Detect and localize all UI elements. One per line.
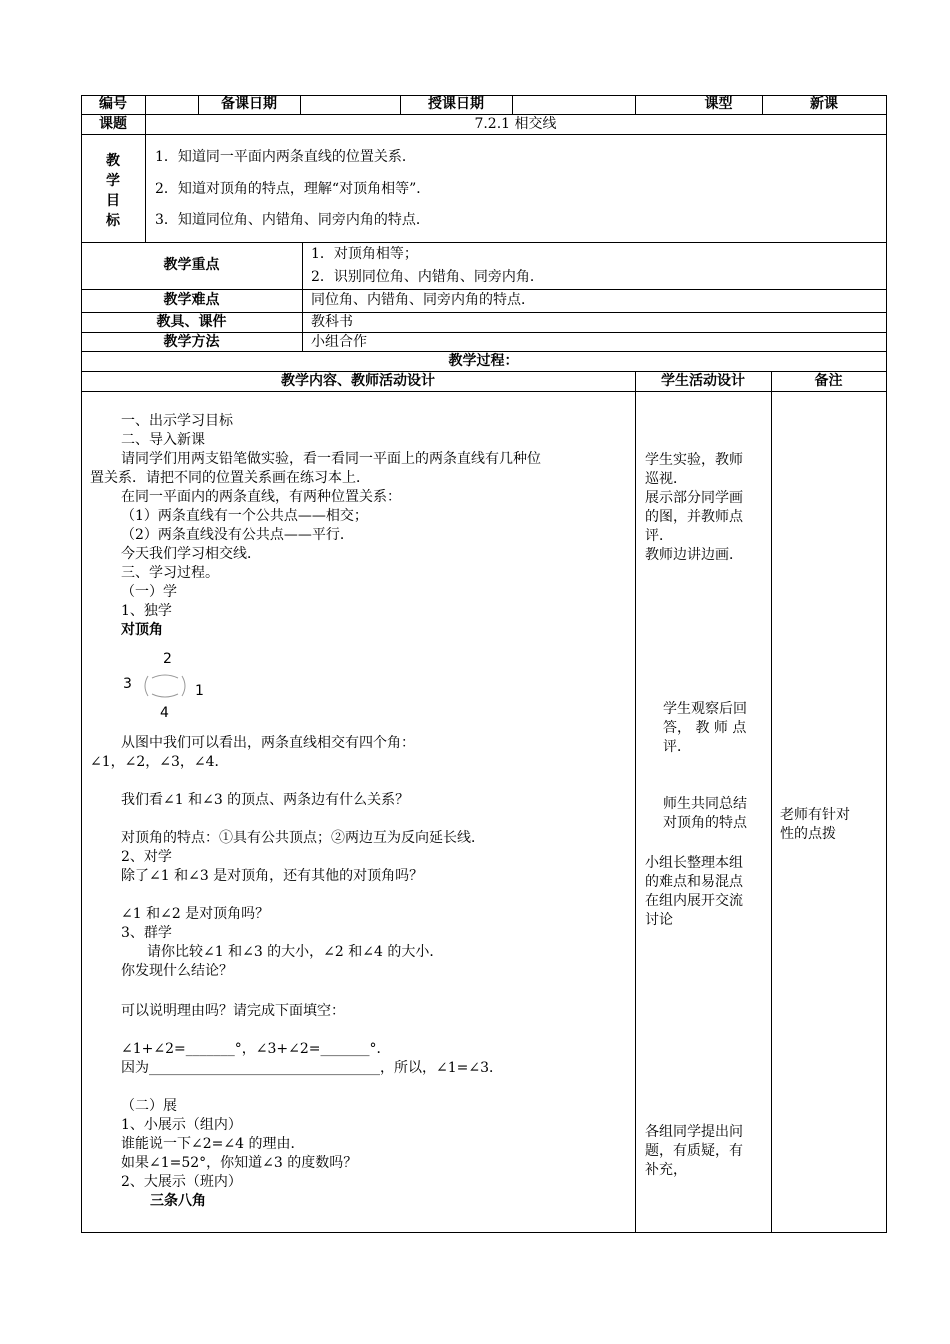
content-line: 三、学习过程。 — [121, 565, 219, 581]
type-value: 新课 — [810, 96, 838, 112]
col-content-header: 教学内容、教师活动设计 — [281, 373, 435, 389]
content-line: 从图中我们可以看出，两条直线相交有四个角： — [121, 735, 415, 751]
content-line: 如果∠1=52°，你知道∠3 的度数吗？ — [121, 1155, 358, 1171]
materials-label: 教具、课件 — [156, 314, 227, 330]
content-line: 3、群学 — [121, 925, 172, 941]
content-line: 请同学们用两支铅笔做实验，看一看同一平面上的两条直线有几种位 — [121, 451, 541, 467]
content-line: 除了∠1 和∠3 是对顶角，还有其他的对顶角吗？ — [121, 868, 424, 884]
materials-value: 教科书 — [311, 314, 353, 330]
figure-label-1: 1 — [195, 683, 204, 699]
content-line: 一、出示学习目标 — [121, 413, 233, 429]
notes-block: 老师有针对 性的点拨 — [780, 807, 850, 842]
objective-item: 2．知道对顶角的特点，理解“对顶角相等”． — [155, 181, 431, 197]
content-line: （2）两条直线没有公共点——平行． — [121, 527, 354, 543]
method-label: 教学方法 — [163, 334, 220, 350]
fill-blank-line: 因为_________________________________，所以，∠1=∠3． — [121, 1060, 504, 1076]
content-line: 可以说明理由吗？请完成下面填空： — [121, 1003, 345, 1019]
content-line: ∠1 和∠2 是对顶角吗？ — [121, 906, 270, 922]
content-line: 1、独学 — [121, 603, 172, 619]
content-line: ∠1，∠2，∠3，∠4． — [90, 754, 229, 770]
content-line: 谁能说一下∠2=∠4 的理由． — [121, 1136, 305, 1152]
col-student-header: 学生活动设计 — [661, 373, 745, 389]
process-title: 教学过程： — [448, 353, 519, 369]
section-heading: 对顶角 — [121, 622, 163, 638]
intersecting-lines-figure — [138, 672, 192, 702]
content-line: 对顶角的特点：①具有公共顶点；②两边互为反向延长线． — [121, 830, 485, 846]
content-line: 置关系．请把不同的位置关系画在练习本上． — [90, 470, 370, 486]
content-line: 在同一平面内的两条直线，有两种位置关系： — [121, 489, 401, 505]
content-line: 2、大展示（班内） — [121, 1174, 242, 1190]
content-line: 今天我们学习相交线． — [121, 546, 261, 562]
content-line: 1、小展示（组内） — [121, 1117, 242, 1133]
type-label: 课型 — [704, 96, 733, 112]
key-point-line: 1．对顶角相等； — [311, 246, 418, 262]
fill-blank-line: ∠1+∠2=_______°，∠3+∠2=_______°． — [121, 1041, 391, 1057]
content-line: 你发现什么结论？ — [121, 963, 233, 979]
figure-label-2: 2 — [163, 651, 172, 667]
content-line: 2、对学 — [121, 849, 172, 865]
difficulty-value: 同位角、内错角、同旁内角的特点． — [311, 292, 535, 308]
student-activity-block: 学生观察后回 答， 教 师 点 评． — [663, 701, 747, 755]
objective-item: 1．知道同一平面内两条直线的位置关系． — [155, 149, 416, 165]
objectives-label: 教 学 目 标 — [106, 153, 120, 229]
content-line: 我们看∠1 和∠3 的顶点、两条边有什么关系？ — [121, 792, 410, 808]
section-heading: 三条八角 — [150, 1193, 206, 1209]
content-line: （一）学 — [121, 584, 177, 600]
prep-date-label: 备课日期 — [221, 96, 277, 112]
topic-label: 课题 — [99, 116, 127, 132]
student-activity-block: 学生实验，教师 巡视． 展示部分同学画 的图，并教师点 评． 教师边讲边画． — [645, 452, 743, 563]
content-line: 请你比较∠1 和∠3 的大小，∠2 和∠4 的大小． — [147, 944, 444, 960]
student-activity-block: 师生共同总结 对顶角的特点 — [663, 796, 747, 831]
key-points-label: 教学重点 — [163, 257, 220, 273]
figure-label-3: 3 — [123, 676, 132, 692]
method-value: 小组合作 — [311, 334, 367, 350]
key-point-line: 2．识别同位角、内错角、同旁内角． — [311, 269, 544, 285]
number-label: 编号 — [99, 96, 127, 112]
topic-value: 7.2.1 相交线 — [474, 116, 557, 132]
content-line: 二、导入新课 — [121, 432, 205, 448]
teach-date-label: 授课日期 — [428, 96, 484, 112]
difficulty-label: 教学难点 — [163, 292, 220, 308]
content-line: （二）展 — [121, 1098, 177, 1114]
col-notes-header: 备注 — [814, 373, 843, 389]
objective-item: 3．知道同位角、内错角、同旁内角的特点． — [155, 212, 430, 228]
student-activity-block: 各组同学提出问 题，有质疑，有 补充， — [645, 1124, 743, 1178]
student-activity-block: 小组长整理本组 的难点和易混点 在组内展开交流 讨论 — [645, 855, 743, 928]
figure-label-4: 4 — [160, 705, 169, 721]
content-line: （1）两条直线有一个公共点——相交； — [121, 508, 368, 524]
